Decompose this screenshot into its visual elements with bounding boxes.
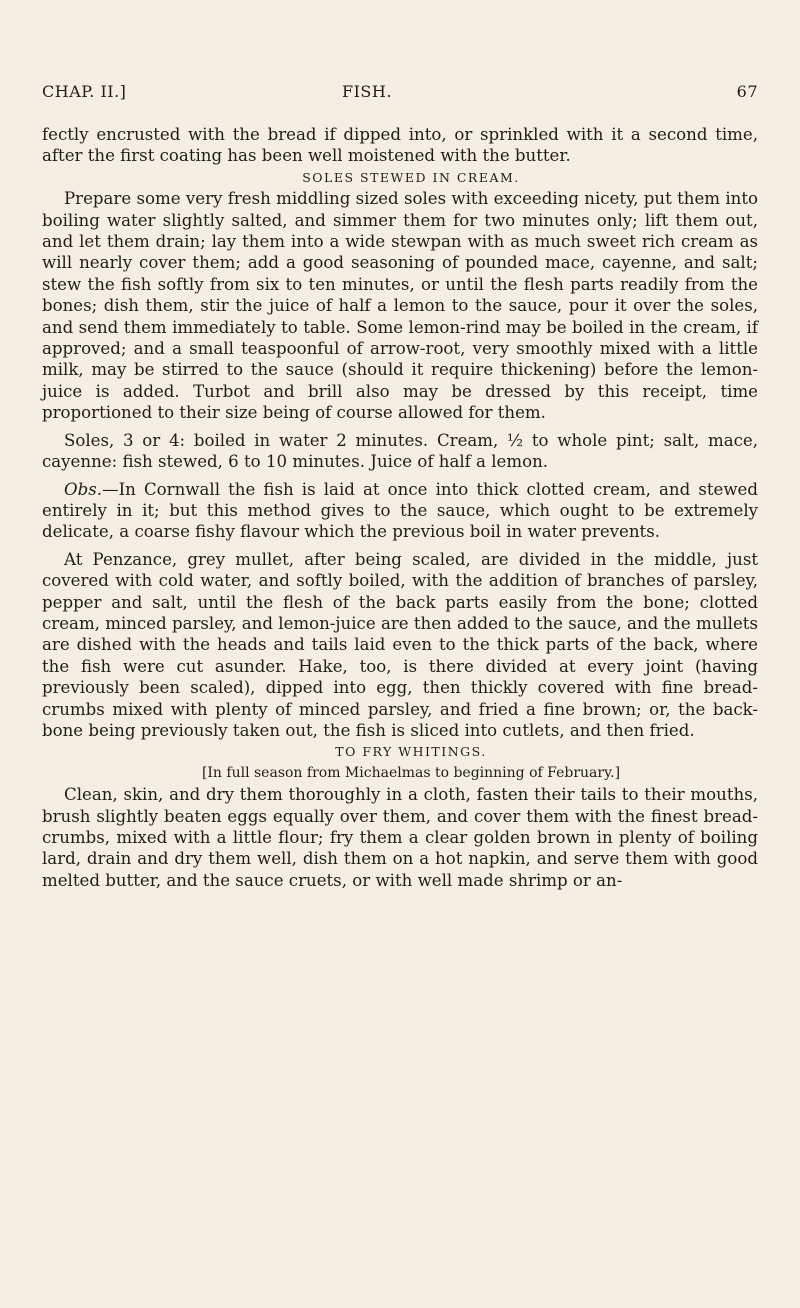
continued-paragraph: fectly encrusted with the bread if dipped into, or sprinkled with it a second time, after the first coating has been well moistened with the butter.: [42, 125, 758, 166]
recipe-heading-soles: SOLES STEWED IN CREAM.: [302, 169, 520, 185]
recipe-heading-whitings: TO FRY WHITINGS.: [335, 744, 487, 760]
chapter-label: CHAP. II.]: [42, 82, 127, 101]
recipe-paragraph-whitings: Clean, skin, and dry them thoroughly in a cloth, fasten their tails to their mouths, brush slightly beaten eggs equally over them, and cover them with the finest bread-crumbs, mixed with a little flour; fry them a clear golden brown in plenty of boiling lard, drain and dry them well, dish them on a hot napkin, and serve them with good melted butter, and the sauce cruets, or with well made shrimp or an-: [42, 785, 758, 890]
obs-label: Obs.: [64, 479, 103, 499]
obs-text: —In Cornwall the fish is laid at once into thick clotted cream, and stewed entirely in it; but this method gives to the sauce, which ought to be extremely delicate, a coarse fishy flavour which the previous boil in water prevents.: [42, 479, 758, 542]
running-header: [42, 82, 758, 110]
penzance-paragraph: At Penzance, grey mullet, after being scaled, are divided in the middle, just covered with cold water, and softly boiled, with the addition of branches of parsley, pepper and salt, until the flesh of the back parts easily from the bone; clotted cream, minced parsley, and lemon-juice are then added to the sauce, and the mullets are dished with the heads and tails laid even to the thick parts of the back, where the fish were cut asunder. Hake, too, is there divided at every joint (having previously been scaled), dipped into egg, then thickly covered with fine bread-crumbs mixed with plenty of minced parsley, and fried a fine brown; or, the back-bone being previously taken out, the fish is sliced into cutlets, and then fried.: [42, 549, 758, 740]
page-body: [42, 124, 758, 891]
page-number: 67: [736, 82, 758, 101]
observation-paragraph: [42, 479, 758, 543]
recipe-paragraph-soles: Prepare some very fresh middling sized soles with exceeding nicety, put them into boiling water slightly salted, and simmer them for two minutes only; lift them out, and let them drain; lay them into a wide stewpan with as much sweet rich cream as will nearly cover them; add a good seasoning of pounded mace, cayenne, and salt; stew the fish softly from six to ten minutes, or until the flesh parts readily from the bones; dish them, stir the juice of half a lemon to the sauce, pour it over the soles, and send them immediately to table. Some lemon-rind may be boiled in the cream, if approved; and a small teaspoonful of arrow-root, very smoothly mixed with a little milk, may be stirred to the sauce (should it require thickening) before the lemon-juice is added. Turbot and brill also may be dressed by this receipt, time proportioned to their size being of course allowed for them.: [42, 189, 758, 423]
recipe-summary-soles: Soles, 3 or 4: boiled in water 2 minutes. Cream, ½ to whole pint; salt, mace, cayenne: fish stewed, 6 to 10 minutes. Juice of half a lemon.: [42, 430, 758, 472]
running-title: FISH.: [342, 82, 392, 101]
season-note: [In full season from Michaelmas to beginning of February.]: [201, 764, 621, 781]
